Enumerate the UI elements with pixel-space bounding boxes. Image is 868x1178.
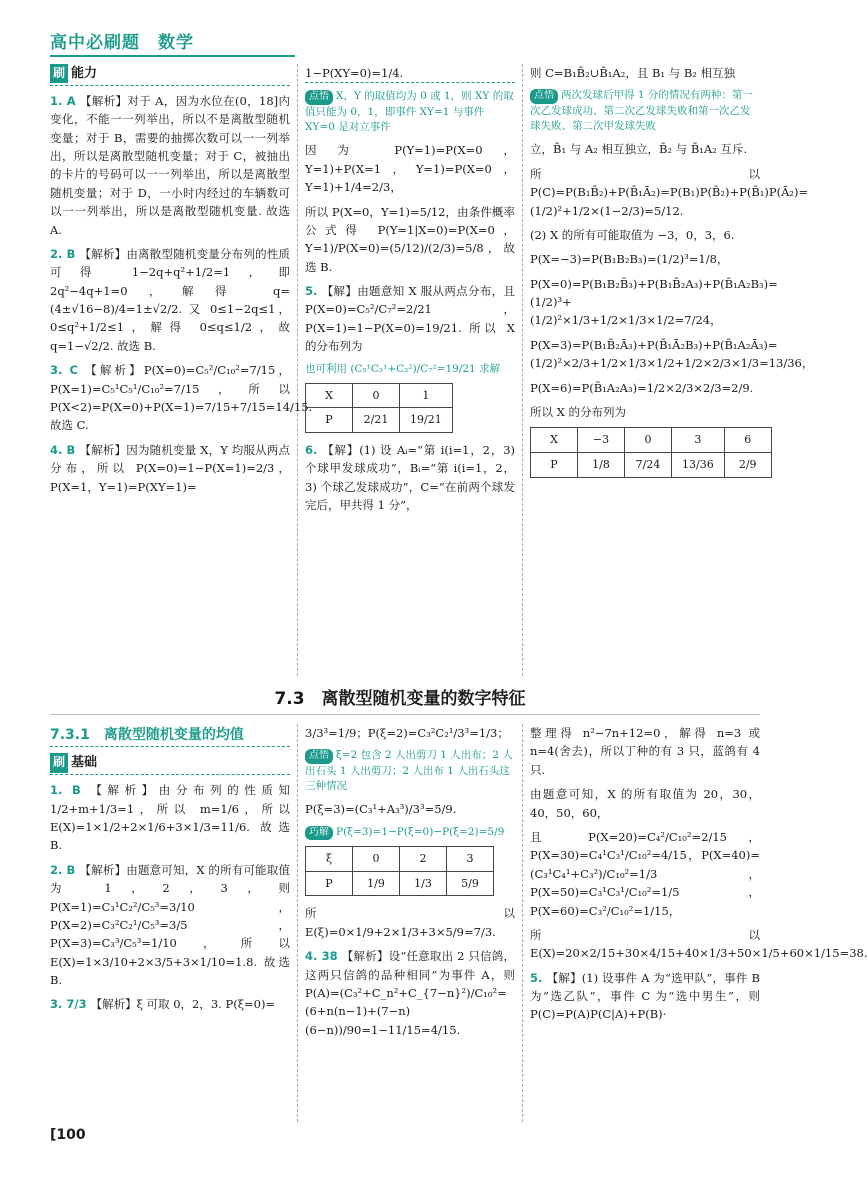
insight-text: ξ=2 包含 2 人出剪刀 1 人出布；2 人出石头 1 人出剪刀；2 人出布 1 人出石头这三种情况 <box>305 749 513 793</box>
brush-tag: 刷 <box>50 64 68 83</box>
table-cell: 7/24 <box>625 453 672 478</box>
table-cell: 6 <box>724 428 771 453</box>
answer-text: 【解析】ξ 可取 0，2，3. P(ξ=0)= <box>90 997 276 1012</box>
column-divider <box>522 64 523 676</box>
answer-number: 5. <box>530 970 543 985</box>
top-column-1 <box>50 64 313 676</box>
solution-text: P(X=0)=P(B₁B₂B̄₃)+P(B₁B̄₂A₃)+P(B̄₁A₂B₃)=(1/2)³+(1/2)²×1/3+1/2×1/3×1/2=7/24， <box>530 276 778 328</box>
answer-number: 2. B <box>50 246 76 261</box>
answer-number: 3. 7/3 <box>50 997 87 1012</box>
solution-text: 整理得 n²−7n+12=0，解得 n=3 或 n=4(舍去)，所以丁种的有 3 只，蓝鸽有 4 只. <box>530 726 760 777</box>
table-cell: P <box>306 871 353 896</box>
answer-item <box>305 441 515 515</box>
solution-text: P(X=6)=P(B̄₁A₂A₃)=1/2×2/3×2/3=2/9. <box>530 380 754 395</box>
ability-section-heading <box>50 64 290 86</box>
page-header-title: 高中必刷题 数学 <box>50 33 194 53</box>
answer-item <box>50 441 290 496</box>
solution-text: 由题意可知，X 的所有取值为 20，30，40，50，60， <box>530 787 760 820</box>
column-divider <box>297 64 298 676</box>
answer-text: 【解析】因为随机变量 X，Y 均服从两点分布，所以 P(X=0)=1−P(X=1)=2/3，P(X=1，Y=1)=P(XY=1)= <box>50 442 290 494</box>
insight-text: X，Y 的取值均为 0 或 1，则 XY 的取值只能为 0，1，即事件 XY=1 与事件 XY=0 是对立事件 <box>305 90 514 134</box>
table-cell: 3 <box>447 847 494 872</box>
insight-text: 两次发球后甲得 1 分的情况有两种：第一次乙发球成功、第二次乙发球失败和第一次乙发球失败、第二次甲发球失败 <box>530 89 753 133</box>
brush-tag: 刷 <box>50 753 68 772</box>
solution-text: (2) X 的所有可能取值为 −3，0，3，6. <box>530 227 735 242</box>
answer-item <box>50 361 313 435</box>
header-rule <box>50 55 295 57</box>
solution-text: 所以 E(ξ)=0×1/9+2×1/3+3×5/9=7/3. <box>305 906 515 939</box>
answer-item <box>50 245 290 355</box>
page-number: [ 100 <box>50 1124 86 1146</box>
shortcut-text: P(ξ=3)=1−P(ξ=0)−P(ξ=2)=5/9 <box>336 825 505 838</box>
distribution-table <box>305 383 453 433</box>
answer-text: 【解析】由题意可知，X 的所有可能取值为 1，2，3，则 P(X=1)=C₃¹C₂²/C₅³=3/10，P(X=2)=C₃²C₂¹/C₅³=3/5，P(X=3)=C₃³/C₅³=1/10，所以 E(X)=1×3/10+2×3/5+3×1/10=1.8. 故选 B. <box>50 862 290 988</box>
solution-text: 所以 X 的分布列为 <box>530 405 626 420</box>
answer-number: 4. B <box>50 442 76 457</box>
continued-text: 1−P(XY=0)=1/4. <box>305 64 515 83</box>
answer-text: 【解析】由分布列的性质知 1/2+m+1/3=1，所以 m=1/6，所以 E(X)=1×1/2+2×1/6+3×1/3=11/6. 故选 B. <box>50 783 291 853</box>
distribution-table <box>530 427 772 477</box>
table-header-row <box>306 847 494 872</box>
table-cell: X <box>306 383 353 408</box>
answer-item <box>50 861 290 990</box>
section-label: 能力 <box>71 66 98 81</box>
shortcut-label: 巧解 <box>305 826 333 841</box>
answer-number: 2. B <box>50 862 76 877</box>
column-divider <box>522 724 523 1122</box>
table-cell: 3 <box>672 428 725 453</box>
distribution-table <box>305 846 494 896</box>
answer-number: 5. <box>305 284 318 299</box>
insight-note <box>530 88 760 134</box>
table-cell: 1/8 <box>578 453 625 478</box>
answer-number: 4. 38 <box>305 949 338 964</box>
subsection-title: 7.3.1 离散型随机变量的均值 <box>50 724 290 747</box>
section-rule <box>50 714 760 715</box>
table-cell: 5/9 <box>447 871 494 896</box>
table-cell: 19/21 <box>400 408 453 433</box>
top-column-2 <box>305 64 515 676</box>
insight-note <box>305 748 515 794</box>
answer-item <box>530 969 760 1024</box>
answer-text: 【解】由题意知 X 服从两点分布，且 P(X=0)=C₅²/C₇²=2/21，P(X=1)=1−P(X=0)=19/21. 所以 X 的分布列为 <box>305 284 515 354</box>
answer-item <box>50 92 290 239</box>
table-cell: ξ <box>306 847 353 872</box>
table-header-row <box>531 428 772 453</box>
bottom-column-1 <box>50 724 290 1122</box>
table-cell: 1/3 <box>400 871 447 896</box>
solution-text: 且 P(X=20)=C₄²/C₁₀²=2/15，P(X=30)=C₄¹C₃¹/C₁₀²=4/15，P(X=40)=(C₃¹C₄¹+C₃²)/C₁₀²=1/3，P(X=50)=C₃¹C₃¹/C₁₀²=1/5，P(X=60)=C₃²/C₁₀²=1/15， <box>530 829 760 918</box>
column-divider <box>297 724 298 1122</box>
answer-item <box>305 282 515 356</box>
top-column-3 <box>530 64 814 676</box>
insight-label: 点悟 <box>530 89 558 104</box>
solution-text: P(ξ=3)=(C₃¹+A₃³)/3³=5/9. <box>305 802 457 817</box>
table-cell: 1 <box>400 383 453 408</box>
table-cell: 2 <box>400 847 447 872</box>
bottom-column-3 <box>530 724 868 1122</box>
table-cell: −3 <box>578 428 625 453</box>
solution-text: 所以 E(X)=20×2/15+30×4/15+40×1/3+50×1/5+60×1/15=38. <box>530 927 868 961</box>
insight-label: 点悟 <box>305 90 333 105</box>
solution-text: 则 C=B₁B̄₂∪B̄₁A₂，且 B₁ 与 B₂ 相互独 <box>530 66 736 80</box>
solution-text: P(X=−3)=P(B₁B₂B₃)=(1/2)³=1/8， <box>530 252 729 267</box>
solution-text: 所以 P(C)=P(B₁B̄₂)+P(B̄₁Ā₂)=P(B₁)P(B̄₂)+P(B̄₁)P(Ā₂)=(1/2)²+1/2×(1−2/3)=5/12. <box>530 166 809 218</box>
table-cell: P <box>531 453 578 478</box>
solution-text: 3/3³=1/9；P(ξ=2)=C₃²C₂¹/3³=1/3； <box>305 726 509 740</box>
insight-note <box>305 89 515 135</box>
section-title: 7.3 离散型随机变量的数字特征 <box>274 689 526 709</box>
answer-text: 【解析】P(X=0)=C₅²/C₁₀²=7/15，P(X=1)=C₅¹C₅¹/C₁₀²=7/15，所以 P(X<2)=P(X=0)+P(X=1)=7/15+7/15=14/15. 故选 C. <box>50 363 313 433</box>
table-cell: P <box>306 408 353 433</box>
bottom-column-2 <box>305 724 515 1122</box>
solution-text: P(X=3)=P(B₁B̄₂Ā₃)+P(B̄₁Ā₂B₃)+P(B̄₁A₂Ā₃)=(1/2)²×2/3+1/2×1/3×1/2+1/2×2/3×1/3=13/36， <box>530 337 814 371</box>
solution-text: 立，B̄₁ 与 A₂ 相互独立，B̄₂ 与 B̄₁A₂ 互斥. <box>530 142 748 157</box>
answer-text: 【解析】对于 A，因为水位在(0，18]内变化，不能一一列举出，所以不是离散型随机变量；对于 B，需要的抽掷次数可以一一列举出，所以是离散型随机变量；对于 C，被抽出的卡片的号码可以一一列举出，所以是离散型随机变量；对于 D，一小时内经过的车辆数可以一一列举出，所以是离散型随机变量. 故选 A. <box>50 93 290 237</box>
hint-note: 也可利用 (C₅¹C₂¹+C₂²)/C₇²=19/21 求解 <box>305 362 501 375</box>
table-header-row <box>306 383 453 408</box>
table-cell: 0 <box>625 428 672 453</box>
shortcut-note <box>305 825 515 841</box>
table-cell: 13/36 <box>672 453 725 478</box>
insight-label: 点悟 <box>305 749 333 764</box>
answer-number: 1. B <box>50 783 81 798</box>
answer-text: 【解析】设“任意取出 2 只信鸽，这两只信鸽的品种相同”为事件 A，则 P(A)=(C₃²+C_n²+C_{7−n}²)/C₁₀²=(6+n(n−1)+(7−n)(6−n))/90=1−11/15=4/15. <box>305 949 515 1037</box>
answer-text: 【解】(1) 设事件 A 为“选甲队”，事件 B 为“选乙队”，事件 C 为“选中男生”，则 P(C)=P(A)P(C|A)+P(B)· <box>530 970 760 1022</box>
basic-section-heading <box>50 753 290 775</box>
answer-item <box>305 947 515 1039</box>
solution-text: 因为 P(Y=1)=P(X=0，Y=1)+P(X=1，Y=1)=P(X=0，Y=1)+1/4=2/3， <box>305 143 515 195</box>
answer-number: 6. <box>305 443 318 458</box>
answer-item <box>50 781 290 855</box>
answer-text: 【解】(1) 设 Aᵢ=“第 i(i=1，2，3) 个球甲发球成功”，Bᵢ=“第 i(i=1，2，3) 个球乙发球成功”，C=“在前两个球发完后，甲共得 1 分”， <box>305 443 515 513</box>
answer-number: 3. C <box>50 363 78 378</box>
answer-number: 1. A <box>50 93 76 108</box>
table-cell: 2/9 <box>724 453 771 478</box>
table-row <box>531 453 772 478</box>
table-row <box>306 408 453 433</box>
table-cell: X <box>531 428 578 453</box>
section-label: 基础 <box>71 755 98 771</box>
table-cell: 0 <box>353 847 400 872</box>
table-cell: 2/21 <box>353 408 400 433</box>
table-cell: 0 <box>353 383 400 408</box>
answer-text: 【解析】由离散型随机变量分布列的性质可得 1−2q+q²+1/2=1，即 2q²−4q+1=0，解得 q=(4±√16−8)/4=1±√2/2. 又 0≤1−2q≤1，0≤q²+1/2≤1，解得 0≤q≤1/2，故 q=1−√2/2. 故选 B. <box>50 246 290 353</box>
solution-text: 所以 P(X=0，Y=1)=5/12，由条件概率公式得 P(Y=1|X=0)=P(X=0，Y=1)/P(X=0)=(5/12)/(2/3)=5/8，故选 B. <box>305 204 515 274</box>
table-cell: 1/9 <box>353 871 400 896</box>
answer-item <box>50 995 290 1013</box>
table-row <box>306 871 494 896</box>
